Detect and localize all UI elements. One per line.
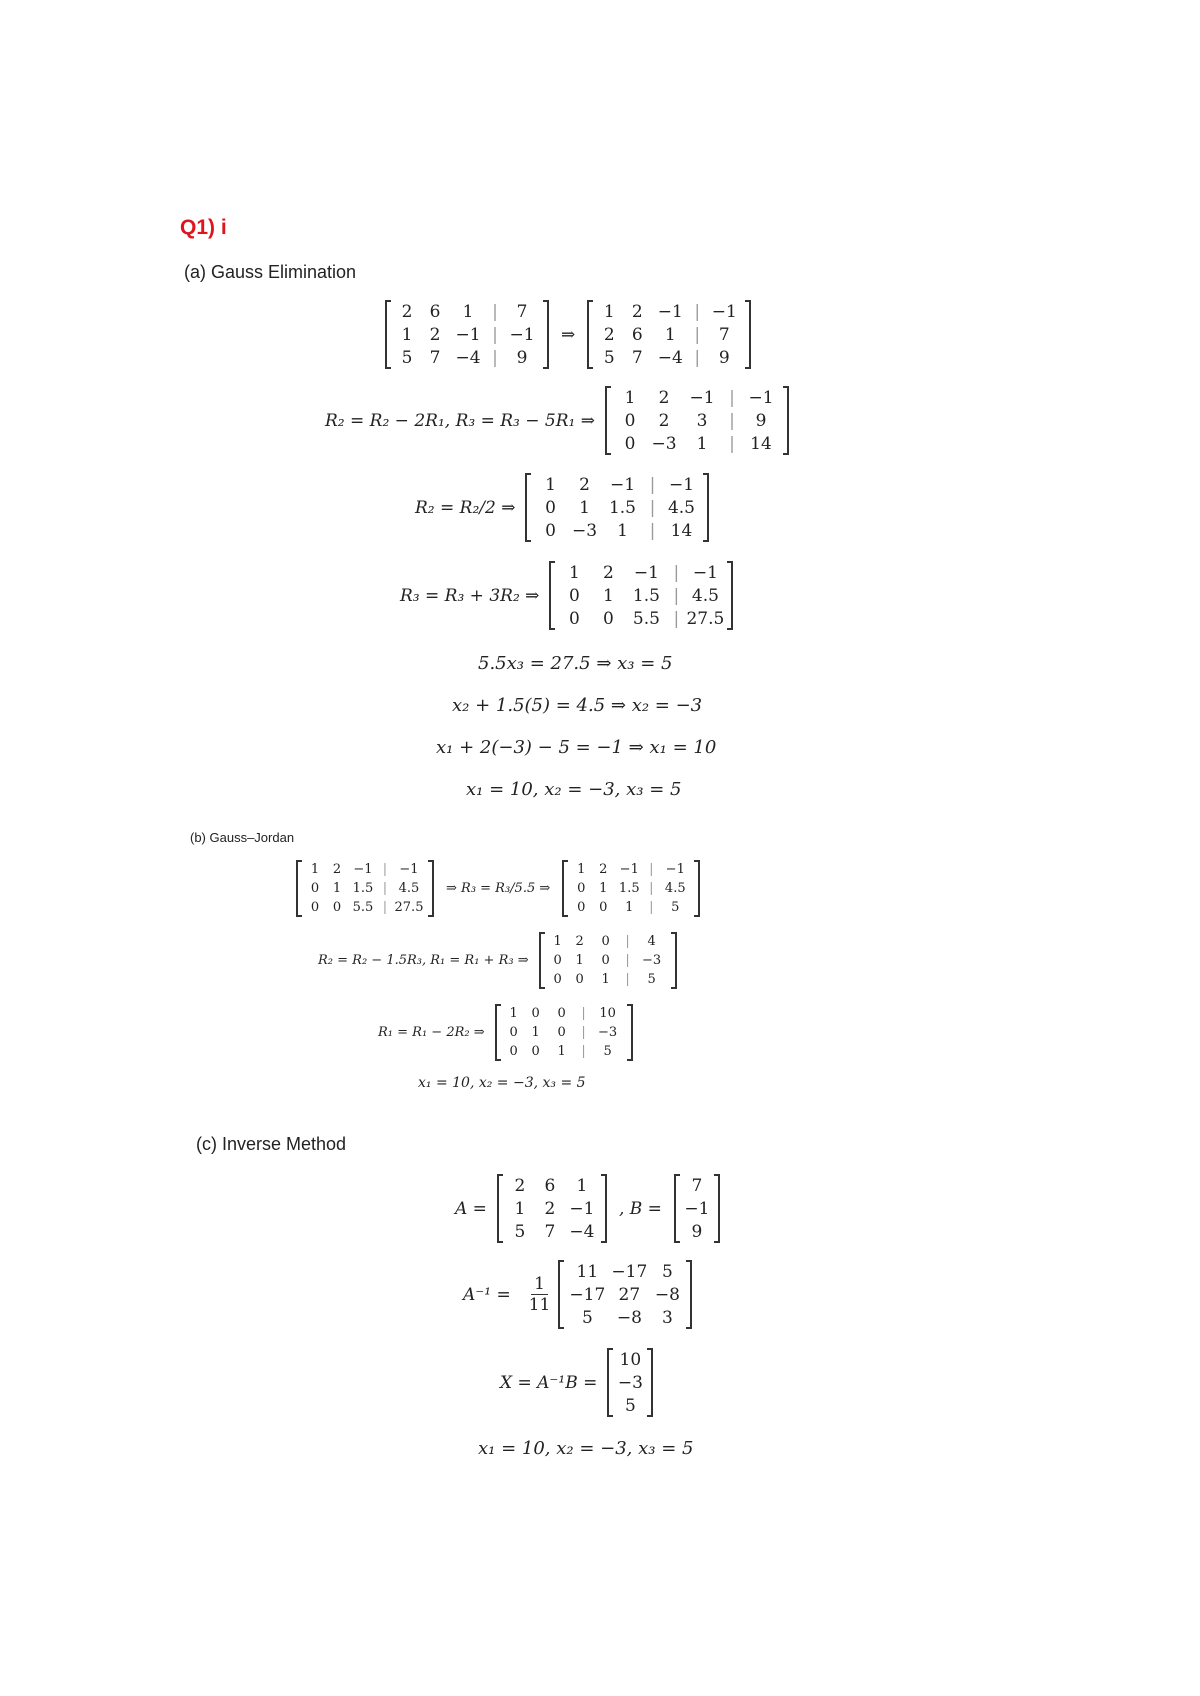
- augment-bar: |: [729, 387, 735, 408]
- matrix-cell: 1: [514, 1198, 526, 1219]
- back-sub-1: 5.5x₃ = 27.5 ⇒ x₃ = 5: [478, 653, 673, 674]
- matrix-cell: 5.5: [632, 608, 660, 629]
- matrix-cell: 4.5: [664, 881, 686, 896]
- matrix-cell: −4: [657, 347, 683, 368]
- augment-bar: |: [649, 520, 656, 541]
- matrix-cell: 1: [599, 881, 608, 896]
- matrix-cell: 0: [624, 410, 636, 431]
- jordan-step-2: [378, 1004, 633, 1061]
- matrix-cell: 2: [332, 862, 342, 877]
- matrix-cell: 0: [545, 520, 556, 541]
- matrix-cell: 1: [553, 934, 562, 949]
- matrix-cell: 1.5: [608, 497, 636, 518]
- solution-b: x₁ = 10, x₂ = −3, x₃ = 5: [418, 1075, 586, 1091]
- matrix-cell: −17: [611, 1261, 648, 1282]
- inverse-x: [500, 1348, 653, 1417]
- matrix-cell: 2: [514, 1175, 526, 1196]
- matrix-cell: −3: [642, 953, 662, 968]
- solution-a: x₁ = 10, x₂ = −3, x₃ = 5: [466, 779, 682, 800]
- matrix-cell: 1: [603, 585, 614, 606]
- matrix-cell: 2: [401, 301, 413, 322]
- matrix-cell: 0: [310, 900, 320, 915]
- matrix-cell: −1: [633, 562, 659, 583]
- row-op-1: R₂ = R₂ − 2R₁, R₃ = R₃ − 5R₁ ⇒: [325, 410, 595, 431]
- matrix-cell: 2: [658, 410, 670, 431]
- matrix-cell: 1: [696, 433, 708, 454]
- matrix-cell: −1: [353, 862, 373, 877]
- inverse-ainv: [463, 1260, 692, 1329]
- matrix-cell: 27.5: [686, 608, 725, 629]
- matrix-cell: 0: [569, 608, 580, 629]
- augment-bar: |: [649, 497, 656, 518]
- fraction-numerator: 1: [531, 1274, 548, 1295]
- matrix-A: [497, 1174, 607, 1243]
- augment-bar: |: [382, 900, 388, 915]
- matrix-cell: 1: [576, 1175, 588, 1196]
- matrix-cell: 0: [553, 972, 562, 987]
- matrix-a4: [549, 561, 733, 630]
- matrix-cell: 4.5: [667, 497, 695, 518]
- augment-bar: |: [581, 1025, 586, 1040]
- matrix-cell: 0: [553, 953, 562, 968]
- matrix-cell: −1: [569, 1198, 595, 1219]
- a-label: A =: [455, 1198, 487, 1219]
- ainv-label: A⁻¹ =: [463, 1284, 511, 1305]
- matrix-cell: 5: [647, 972, 656, 987]
- matrix-cell: −4: [569, 1221, 595, 1242]
- matrix-cell: 9: [691, 1221, 703, 1242]
- matrix-cell: 1: [577, 862, 586, 877]
- matrix-X: [607, 1348, 653, 1417]
- matrix-cell: 2: [658, 387, 670, 408]
- matrix-a1: [587, 300, 751, 369]
- matrix-cell: 1: [462, 301, 474, 322]
- matrix-cell: 0: [509, 1044, 518, 1059]
- augment-bar: |: [382, 881, 388, 896]
- matrix-cell: 2: [544, 1198, 556, 1219]
- matrix-cell: 0: [575, 972, 584, 987]
- augment-bar: |: [694, 347, 701, 368]
- matrix-cell: 0: [557, 1006, 566, 1021]
- matrix-Ainv: [558, 1260, 692, 1329]
- matrix-cell: 1: [603, 301, 615, 322]
- matrix-cell: 5: [581, 1307, 593, 1328]
- matrix-cell: −1: [455, 324, 481, 345]
- augment-bar: |: [694, 301, 701, 322]
- matrix-cell: 1.5: [632, 585, 660, 606]
- augment-bar: |: [729, 433, 735, 454]
- augment-bar: |: [673, 585, 680, 606]
- augment-bar: |: [492, 301, 498, 322]
- matrix-cell: 7: [631, 347, 643, 368]
- row-op-b1: R₂ = R₂ − 1.5R₃, R₁ = R₁ + R₃ ⇒: [318, 953, 529, 968]
- inverse-ab: [455, 1174, 720, 1243]
- row-op-b0: ⇒ R₃ = R₃/5.5 ⇒: [446, 881, 551, 896]
- section-c-heading: (c) Inverse Method: [196, 1134, 347, 1154]
- augment-bar: |: [492, 347, 498, 368]
- matrix-cell: 2: [429, 324, 441, 345]
- matrix-cell: 2: [575, 934, 584, 949]
- matrix-cell: −8: [654, 1284, 680, 1305]
- row-op-3: R₃ = R₃ + 3R₂ ⇒: [400, 585, 540, 606]
- matrix-cell: 1.5: [618, 881, 640, 896]
- matrix-cell: 4.5: [691, 585, 719, 606]
- augment-bar: |: [625, 972, 630, 987]
- matrix-cell: −4: [455, 347, 481, 368]
- matrix-cell: 4.5: [398, 881, 420, 896]
- matrix-cell: 3: [696, 410, 708, 431]
- matrix-cell: −3: [617, 1372, 643, 1393]
- question-title: Q1) i: [180, 216, 227, 239]
- matrix-cell: −1: [509, 324, 535, 345]
- gauss-step-0: [385, 300, 751, 369]
- matrix-cell: −1: [619, 862, 639, 877]
- matrix-cell: 10: [599, 1006, 616, 1021]
- matrix-cell: 2: [631, 301, 643, 322]
- matrix-b0: [296, 860, 434, 917]
- matrix-cell: 1: [569, 562, 580, 583]
- matrix-cell: 0: [603, 608, 614, 629]
- matrix-cell: 1: [332, 881, 342, 896]
- matrix-cell: 0: [509, 1025, 518, 1040]
- matrix-cell: 0: [531, 1044, 540, 1059]
- matrix-cell: 1: [531, 1025, 540, 1040]
- jordan-step-0: [296, 860, 700, 917]
- matrix-cell: −3: [651, 433, 677, 454]
- matrix-a2: [605, 386, 789, 455]
- section-b-heading: (b) Gauss–Jordan: [190, 830, 295, 845]
- matrix-cell: 9: [755, 410, 767, 431]
- matrix-cell: 1: [601, 972, 610, 987]
- matrix-cell: 1: [624, 387, 636, 408]
- matrix-cell: 14: [670, 520, 693, 541]
- row-op-b2: R₁ = R₁ − 2R₂ ⇒: [378, 1025, 485, 1040]
- matrix-cell: 7: [544, 1221, 556, 1242]
- matrix-cell: −1: [657, 301, 683, 322]
- augment-bar: |: [649, 900, 654, 915]
- matrix-cell: −1: [399, 862, 419, 877]
- section-a-heading: (a) Gauss Elimination: [184, 262, 357, 282]
- augment-bar: |: [581, 1044, 586, 1059]
- matrix-cell: 7: [516, 301, 528, 322]
- matrix-cell: 6: [631, 324, 643, 345]
- matrix-cell: 9: [718, 347, 730, 368]
- matrix-cell: −1: [689, 387, 715, 408]
- matrix-cell: 0: [569, 585, 580, 606]
- matrix-cell: −1: [665, 862, 685, 877]
- matrix-cell: 0: [624, 433, 636, 454]
- matrix-cell: 14: [750, 433, 772, 454]
- matrix-a3: [525, 473, 709, 542]
- back-sub-3: x₁ + 2(−3) − 5 = −1 ⇒ x₁ = 10: [436, 737, 717, 758]
- gauss-step-1: [325, 386, 789, 455]
- augment-bar: |: [649, 862, 654, 877]
- matrix-cell: 1: [625, 900, 634, 915]
- fraction-denominator: 11: [528, 1295, 551, 1315]
- jordan-step-1: [318, 932, 677, 989]
- matrix-b1: [562, 860, 700, 917]
- matrix-B: [674, 1174, 720, 1243]
- matrix-cell: 11: [576, 1261, 599, 1282]
- matrix-cell: 0: [577, 900, 586, 915]
- augment-bar: |: [673, 608, 680, 629]
- matrix-cell: −1: [711, 301, 737, 322]
- matrix-cell: 7: [718, 324, 730, 345]
- matrix-cell: 1: [617, 520, 628, 541]
- matrix-cell: 3: [661, 1307, 673, 1328]
- matrix-cell: −1: [692, 562, 718, 583]
- augment-bar: |: [625, 934, 630, 949]
- matrix-cell: 7: [691, 1175, 703, 1196]
- matrix-cell: −3: [598, 1025, 618, 1040]
- matrix-cell: 2: [579, 474, 590, 495]
- matrix-cell: 1: [545, 474, 556, 495]
- matrix-cell: 5.5: [352, 900, 374, 915]
- augment-bar: |: [649, 881, 654, 896]
- augment-bar: |: [694, 324, 701, 345]
- matrix-cell: 1: [575, 953, 584, 968]
- matrix-cell: 0: [557, 1025, 566, 1040]
- matrix-cell: 2: [599, 862, 608, 877]
- matrix-cell: 1: [509, 1006, 518, 1021]
- back-sub-2: x₂ + 1.5(5) = 4.5 ⇒ x₂ = −3: [452, 695, 703, 716]
- matrix-b3: [495, 1004, 633, 1061]
- matrix-cell: 0: [577, 881, 586, 896]
- augment-bar: |: [625, 953, 630, 968]
- augment-bar: |: [729, 410, 735, 431]
- fraction: [529, 1274, 551, 1315]
- matrix-cell: −1: [684, 1198, 710, 1219]
- matrix-b2: [539, 932, 677, 989]
- matrix-cell: 0: [310, 881, 320, 896]
- matrix-cell: 0: [332, 900, 342, 915]
- matrix-cell: 0: [601, 953, 610, 968]
- matrix-cell: 0: [601, 934, 610, 949]
- matrix-cell: 0: [545, 497, 556, 518]
- matrix-cell: 27: [618, 1284, 641, 1305]
- x-label: X = A⁻¹B =: [500, 1372, 598, 1393]
- matrix-a0: [385, 300, 549, 369]
- matrix-cell: 1: [664, 324, 676, 345]
- augment-bar: |: [649, 474, 656, 495]
- matrix-cell: 5: [671, 900, 680, 915]
- matrix-cell: −1: [668, 474, 695, 495]
- matrix-cell: 5: [603, 347, 615, 368]
- matrix-cell: −8: [616, 1307, 642, 1328]
- matrix-cell: 1: [557, 1044, 566, 1059]
- matrix-cell: 5: [401, 347, 413, 368]
- solution-c: x₁ = 10, x₂ = −3, x₃ = 5: [478, 1438, 694, 1459]
- matrix-cell: 7: [429, 347, 441, 368]
- augment-bar: |: [581, 1006, 586, 1021]
- matrix-cell: −1: [609, 474, 636, 495]
- b-label: , B =: [618, 1198, 662, 1219]
- matrix-cell: 1.5: [352, 881, 374, 896]
- matrix-cell: 4: [647, 934, 656, 949]
- matrix-cell: 27.5: [394, 900, 424, 915]
- matrix-cell: 10: [619, 1349, 642, 1370]
- matrix-cell: −3: [571, 520, 598, 541]
- matrix-cell: 9: [516, 347, 528, 368]
- gauss-step-2: [415, 473, 709, 542]
- matrix-cell: −17: [569, 1284, 606, 1305]
- matrix-cell: −1: [748, 387, 774, 408]
- matrix-cell: 0: [599, 900, 608, 915]
- matrix-cell: 1: [579, 497, 590, 518]
- matrix-cell: 6: [429, 301, 441, 322]
- row-op-2: R₂ = R₂/2 ⇒: [415, 497, 516, 518]
- matrix-cell: 5: [661, 1261, 673, 1282]
- augment-bar: |: [382, 862, 388, 877]
- implies-arrow: ⇒: [561, 324, 576, 345]
- matrix-cell: 2: [603, 562, 614, 583]
- matrix-cell: 5: [624, 1395, 636, 1416]
- matrix-cell: 2: [603, 324, 615, 345]
- gauss-step-3: [400, 561, 733, 630]
- matrix-cell: 6: [544, 1175, 556, 1196]
- matrix-cell: 5: [514, 1221, 526, 1242]
- matrix-cell: 1: [310, 862, 320, 877]
- matrix-cell: 5: [603, 1044, 612, 1059]
- augment-bar: |: [673, 562, 680, 583]
- matrix-cell: 1: [401, 324, 413, 345]
- matrix-cell: 0: [531, 1006, 540, 1021]
- augment-bar: |: [492, 324, 498, 345]
